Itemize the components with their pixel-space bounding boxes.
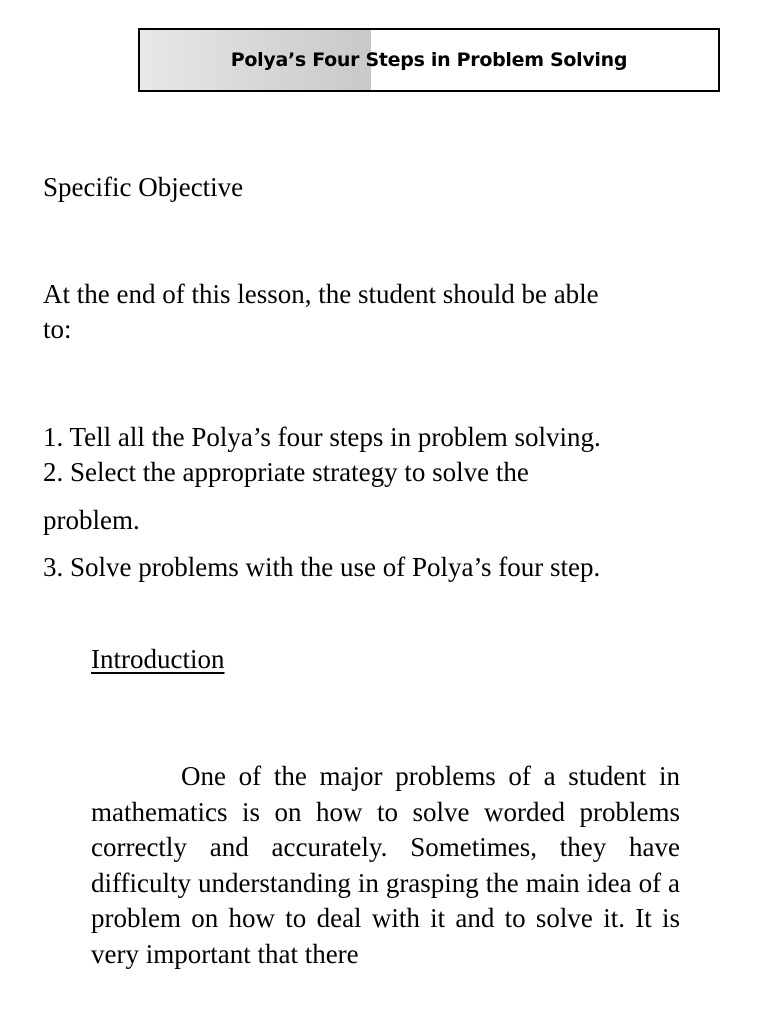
page-title: Polya’s Four Steps in Problem Solving bbox=[230, 49, 628, 71]
objective-item: 3. Solve problems with the use of Polya’s four step. bbox=[43, 552, 601, 582]
objective-intro-line: At the end of this lesson, the student should be able bbox=[43, 279, 599, 309]
objective-item: 1. Tell all the Polya’s four steps in problem solving. bbox=[43, 422, 601, 452]
introduction-heading: Introduction bbox=[91, 644, 225, 674]
objective-intro-line: to: bbox=[43, 314, 72, 344]
introduction-paragraph: One of the major problems of a student in mathematics is on how to solve worded problems correctly and accurately. Sometimes, they have difficulty understanding in grasping the main idea of a problem on how to deal with it and to solve it. It is very important that there bbox=[91, 761, 680, 969]
objective-heading: Specific Objective bbox=[43, 172, 244, 202]
objective-item: 2. Select the appropriate strategy to solve the bbox=[43, 457, 529, 487]
objective-item-continuation: problem. bbox=[43, 505, 140, 535]
title-banner bbox=[138, 28, 720, 92]
